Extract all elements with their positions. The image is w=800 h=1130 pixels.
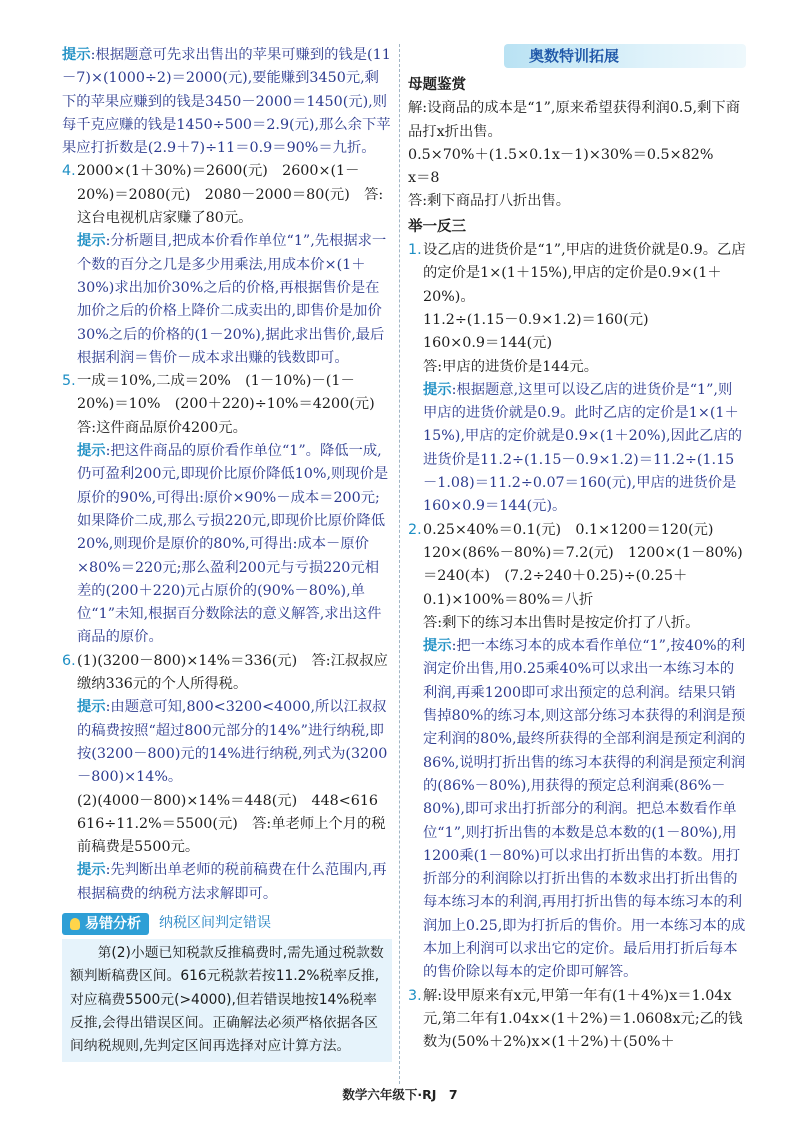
mother-line: 0.5×70%＋(1.5×0.1x－1)×30%＝0.5×82%	[408, 146, 714, 163]
question-number: 5.	[62, 373, 76, 390]
hint-text: 提示:根据题意,这里可以设乙店的进货价是“1”,则甲店的进货价就是0.9。此时乙店的定价是1×(1＋15%),甲店的定价就是0.9×(1＋20%),因此乙店的进货价是11.2÷(1.15－0.9×1.2)＝11.2÷(1.15－1.08)＝11.2÷0.07＝160(元),甲店的进货价是160×0.9＝144(元)。	[423, 381, 743, 515]
hint-text: 提示:先判断出单老师的税前稿费在什么范围内,再根据稿费的纳税方法求解即可。	[77, 862, 387, 902]
answer-text: 答:剩下的练习本出售时是按定价打了八折。	[423, 614, 700, 631]
practice-2	[408, 519, 746, 985]
answer-text: 0.25×40%＝0.1(元) 0.1×1200＝120(元) 120×(86%－80%)＝7.2(元) 1200×(1－80%)＝240(本) (7.2÷240＋0.25)÷(0.25＋0.1)×100%＝80%＝八折	[423, 521, 743, 608]
mother-line: 解:设商品的成本是“1”,原来希望获得利润0.5,剩下商品打x折出售。	[408, 100, 740, 140]
question-number: 1.	[408, 242, 422, 259]
question-6	[62, 650, 392, 906]
left-column	[62, 44, 392, 1062]
mother-problem-title: 母题鉴赏	[408, 77, 466, 93]
question-number: 6.	[62, 652, 76, 669]
error-analysis-title: 纳税区间判定错误	[159, 915, 271, 932]
mother-line: 答:剩下商品打八折出售。	[408, 193, 571, 210]
hint-text: 提示:把这件商品的原价看作单位“1”。降低一成,仍可盈利200元,即现价比原价降低10%,则现价是原价的90%,可得出:原价×90%－成本＝200元;如果降价二成,那么亏损220元,即现价比原价降低20%,则现价是原价的80%,可得出:成本－原价×80%＝220元;那么盈利200元与亏损220元相差的(200＋220)元占原价的(90%－80%),单位“1”未知,根据百分数除法的意义解答,求出这件商品的原价。	[77, 443, 389, 646]
page-footer: 数学六年级下·RJ 7	[342, 1087, 458, 1102]
mother-line: x＝8	[408, 170, 440, 187]
question-number: 4.	[62, 163, 76, 180]
lightbulb-icon	[70, 918, 80, 930]
answer-text: 答:甲店的进货价是144元。	[423, 358, 599, 375]
practice-1	[408, 239, 746, 519]
answer-text: 解:设甲原来有x元,甲第一年有(1＋4%)x＝1.04x元,第二年有1.04x×(1＋2%)＝1.0608x元;乙的钱数为(50%＋2%)x×(1＋2%)＋(50%＋	[423, 987, 743, 1051]
question-number: 3.	[408, 987, 422, 1004]
hint-text: 提示:把一本练习本的成本看作单位“1”,按40%的利润定价出售,用0.25乘40%可以求出一本练习本的利润,再乘1200即可求出预定的总利润。结果只销售掉80%的练习本,则这部分练习本获得的利润是预定利润的80%,最终所获得的全部利润是预定利润的86%,说明打折出售的练习本获得的利润是预定利润的(86%－80%),用获得的预定总利润乘(86%－80%),即可求出打折部分的利润。把总本数看作单位“1”,则打折出售的本数是总本数的(1－80%),用1200乘(1－80%)可以求出打折出售的本数。用打折部分的利润除以打折出售的本数求出打折出售的每本练习本的利润,再用打折出售的每本练习本的利润加上0.25,即为打折后的售价。用一本练习本的成本加上利润可以求出它的定价。最后用打折后每本的售价除以每本的定价即可解答。	[423, 638, 746, 981]
answer-text: 11.2÷(1.15－0.9×1.2)＝160(元)	[423, 311, 649, 328]
section-banner: 奥数特训拓展	[504, 44, 746, 68]
hint-text: 提示:分析题目,把成本价看作单位“1”,先根据求一个数的百分之几是多少用乘法,用成本价×(1＋30%)求出加价30%之后的价格,再根据售价是在加价之后的价格上降价二成卖出的,即售价是加价30%之后的价格的(1－20%),据此求出售价,最后根据利润＝售价－成本求出赚的钱数即可。	[77, 233, 387, 366]
practice-title: 举一反三	[408, 218, 466, 235]
practice-3	[408, 985, 746, 1055]
answer-text: 2000×(1＋30%)＝2600(元) 2600×(1－20%)＝2080(元) 2080－2000＝80(元) 答:这台电视机店家赚了80元。	[77, 163, 384, 227]
column-divider	[399, 44, 400, 1084]
hint-label: 提示	[62, 47, 91, 63]
answer-text: 160×0.9＝144(元)	[423, 335, 553, 352]
error-analysis-box	[62, 939, 392, 1062]
right-column	[408, 44, 746, 1054]
answer-text: (2)(4000－800)×14%＝448(元) 448<616 616÷11.2%＝5500(元) 答:单老师上个月的税前稿费是5500元。	[77, 792, 393, 856]
hint-text: 提示:由题意可知,800<3200<4000,所以江叔叔的稿费按照“超过800元部分的14%”进行纳税,即按(3200－800)元的14%进行纳税,列式为(3200－800)×14%。	[77, 699, 388, 786]
error-analysis-text: 第(2)小题已知税款反推稿费时,需先通过税款数额判断稿费区间。616元税款若按11.2%税率反推,对应稿费5500元(>4000),但若错误地按14%税率反推,会得出错误区间。正确解法必须严格依据各区间纳税规则,先判定区间再选择对应计算方法。	[70, 944, 384, 1055]
error-analysis-badge: 易错分析	[62, 913, 149, 935]
error-analysis-header	[62, 912, 392, 936]
answer-text: (1)(3200－800)×14%＝336(元) 答:江叔叔应缴纳336元的个人所得税。	[77, 652, 388, 693]
question-4	[62, 160, 392, 370]
answer-text: 设乙店的进货价是“1”,甲店的进货价就是0.9。乙店的定价是1×(1＋15%),甲店的定价是0.9×(1＋20%)。	[423, 242, 746, 305]
intro-hint: 提示:根据题意可先求出售出的苹果可赚到的钱是(11－7)×(1000÷2)＝2000(元),要能赚到3450元,剩下的苹果应赚到的钱是3450－2000＝1450(元),则每千克应赚的钱是1450÷500＝2.9(元),那么余下苹果应打折数是(2.9＋7)÷11＝0.9＝90%＝九折。	[62, 47, 391, 157]
answer-text: 一成＝10%,二成＝20% (1－10%)－(1－20%)＝10% (200＋220)÷10%＝4200(元) 答:这件商品原价4200元。	[77, 373, 389, 436]
question-5	[62, 370, 392, 650]
question-number: 2.	[408, 521, 422, 538]
